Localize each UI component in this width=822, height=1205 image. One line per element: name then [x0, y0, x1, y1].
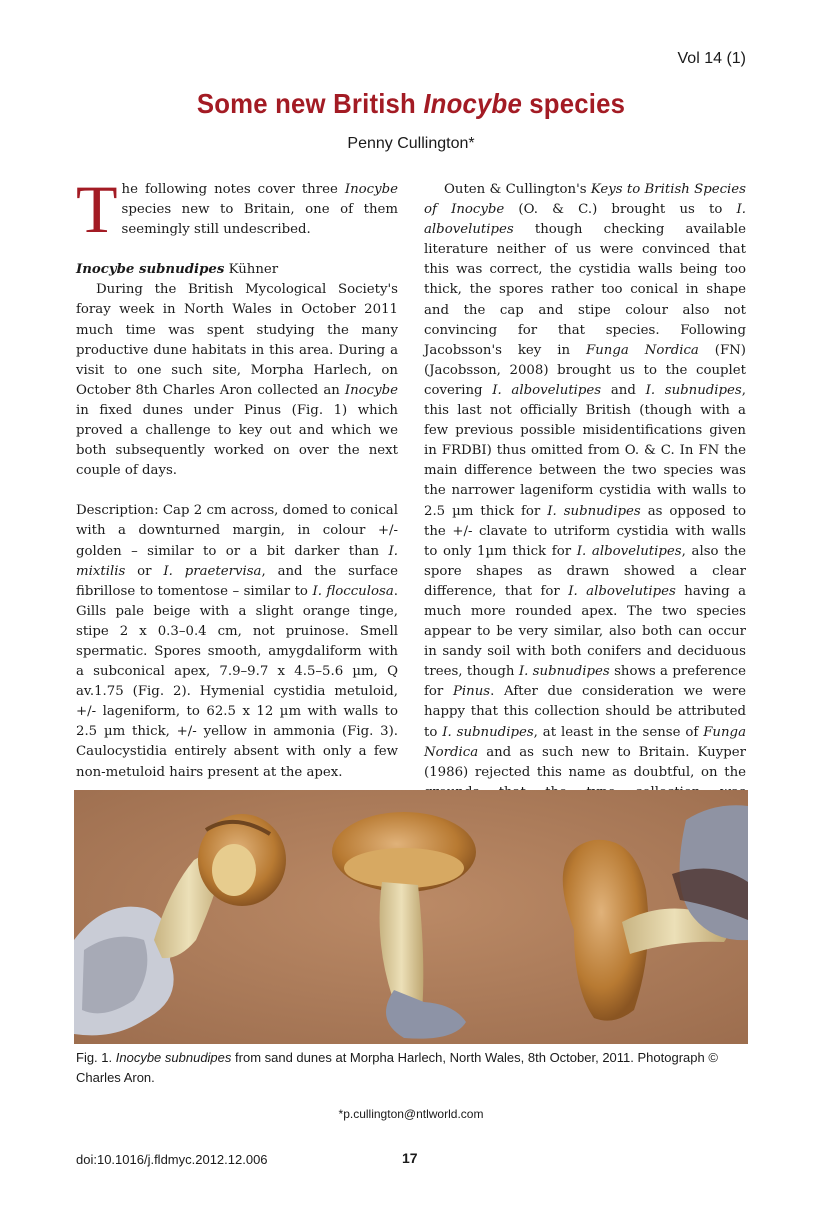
text-run: having a much more rounded apex. The two species appear to be very similar, also both can occur in sandy soil with both conifers and deciduous trees, though — [424, 583, 746, 680]
text-run: Description: Cap 2 cm across, domed to conical with a downturned margin, in colour +/- golden – similar to or a bit darker than — [76, 503, 398, 559]
text-run: and — [601, 382, 646, 398]
text-run: Outen & Cullington's — [444, 182, 591, 197]
text-run: Kühner — [224, 262, 279, 278]
section-heading — [76, 260, 398, 280]
text-run: I. praetervisa — [163, 563, 262, 579]
description-paragraph — [76, 501, 398, 782]
text-run: he following notes cover three — [121, 182, 345, 197]
text-run: Inocybe — [344, 182, 398, 197]
text-run: I. subnudipes — [645, 382, 742, 398]
title-genus: Inocybe — [423, 88, 522, 119]
drop-cap: T — [76, 171, 118, 247]
text-run: . After due consideration we were happy that this collection should be attributed to — [424, 684, 746, 740]
intro-paragraph — [76, 171, 398, 247]
text-run: shows a preference for — [424, 664, 747, 700]
text-run: Inocybe subnudipes — [115, 1050, 232, 1065]
text-run: from sand dunes at Morpha Harlech, North Wales, 8th October, 2011. Photograph © Charles Aron. — [76, 1050, 718, 1085]
text-run: and as such new to Britain. Kuyper (1986) rejected this name as doubtful, on the — [424, 744, 746, 780]
title-part: Some new British — [196, 88, 424, 119]
title-part: species — [521, 88, 626, 119]
text-run: Fig. 1. — [76, 1050, 116, 1065]
right-column — [424, 180, 746, 883]
text-run: During the British Mycological Society's foray week in North Wales in October 2011 much time was spent studying the many productive dune habitats in this area. During a visit to one such site, Morpha Harlech, on October 8th Charles Aron collected an — [76, 282, 398, 398]
article-title — [33, 88, 789, 120]
author-name: Penny Cullington* — [347, 135, 475, 152]
text-run: species new to Britain, one of them seemingly still undescribed. — [121, 202, 398, 238]
text-run: as opposed to the +/- clavate to utriform cystidia with walls to only 1µm thick for — [424, 503, 746, 559]
page-number: 17 — [402, 1150, 418, 1166]
text-run: (O. & C.) brought us to — [504, 202, 737, 218]
author-footnote: *p.cullington@ntlworld.com — [338, 1107, 484, 1121]
text-run: I. flocculosa — [312, 583, 394, 599]
text-run: though checking available literature neither of us were convinced that this was correct, the cystidia walls being too thick, the spores rather too conical in shape and the cap and stipe colour also not convincing for that species. Following Jacobsson's key in — [424, 222, 746, 358]
text-run: I. albovelutipes — [424, 202, 746, 238]
mushroom-photograph — [74, 790, 748, 1044]
text-run: . Gills pale beige with a slight orange tinge, stipe 2 x 0.3–0.4 cm, not pruinose. Smell spermatic. Spores smooth, amygdaliform with a subconical apex, 7.9–9.7 x 4.5–5.6 µm, Q av.1.75 (Fig. 2). Hymenial cystidia metuloid, +/- lageniform, to 62.5 x 12 µm with walls to 2.5 µm thick, +/- yellow in ammonia (Fig. 3). Caulocystidia entirely absent with only a few non-metuloid hairs present at the apex. — [76, 583, 398, 780]
text-run: , and the surface fibrillose to tomentose – similar to — [76, 563, 398, 599]
volume-label: Vol 14 (1) — [677, 50, 746, 67]
text-run: Keys to British Species of Inocybe — [424, 182, 746, 218]
text-run: I. albovelutipes — [492, 382, 602, 398]
text-run: I. mixtilis — [76, 543, 398, 579]
text-run: I. albovelutipes — [576, 543, 682, 559]
text-run: or — [125, 563, 164, 579]
text-run: Pinus — [452, 684, 491, 700]
text-run: Funga Nordica — [585, 342, 699, 358]
doi-label: doi:10.1016/j.fldmyc.2012.12.006 — [76, 1152, 268, 1167]
text-run: I. subnudipes — [442, 724, 534, 740]
text-run: , at least in the sense of — [533, 724, 704, 740]
text-run: Funga Nordica — [424, 724, 746, 760]
text-run: I. albovelutipes — [568, 583, 676, 599]
text-run: I. subnudipes — [518, 664, 610, 680]
text-run: , this last not officially British (though with a few previous possible misidentifications given in FRDBI) thus omitted from O. & C. In FN the main difference between the two species was the narrower lageniform cystidia with walls to 2.5 µm thick for — [424, 382, 746, 519]
paragraph — [76, 280, 398, 481]
left-column — [76, 171, 398, 783]
text-run: I. subnudipes — [547, 503, 641, 519]
text-run: (FN) (Jacobsson, 2008) brought us to the couplet covering — [424, 342, 746, 398]
text-run: , also the spore shapes as drawn showed a clear difference, that for — [424, 543, 746, 599]
text-run: Inocybe subnudipes — [76, 262, 225, 278]
paragraph — [424, 180, 746, 823]
text-run: in fixed dunes under Pinus (Fig. 1) which proved a challenge to key out and which we both subsequently worked on over the next couple of days. — [76, 402, 398, 479]
text-run: Inocybe — [344, 382, 398, 398]
figure-caption — [76, 1048, 748, 1088]
